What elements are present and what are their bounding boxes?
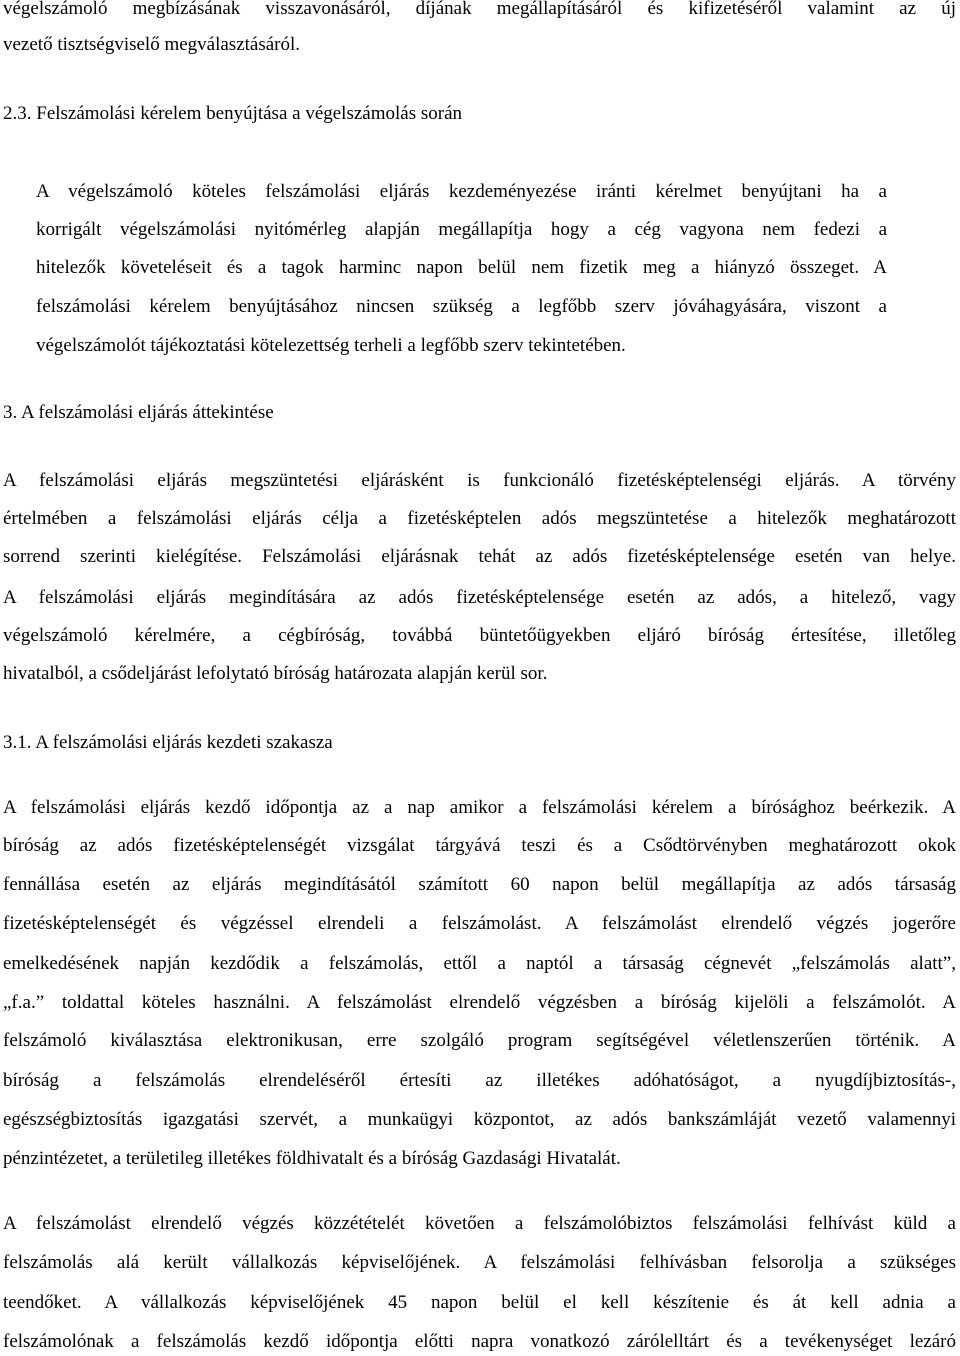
text-line: értelmében a felszámolási eljárás célja a fizetésképtelen adós megszüntetése a hitelezők meghatározott: [3, 508, 956, 529]
text-line: hitelezők követeléseit és a tagok harminc napon belül nem fizetik meg a hiányzó összeget. A: [36, 257, 887, 278]
text-line: felszámolási kérelem benyújtásához nincsen szükség a legfőbb szerv jóváhagyására, viszont a: [36, 296, 887, 317]
text-line: fizetésképtelenségét és végzéssel elrendeli a felszámolást. A felszámolást elrendelő végzés jogerőre: [3, 913, 956, 934]
section-heading-3: 3. A felszámolási eljárás áttekintése: [3, 402, 274, 423]
text-line: pénzintézetet, a területileg illetékes földhivatalt és a bíróság Gazdasági Hivatalát.: [3, 1148, 621, 1169]
text-line: fennállása esetén az eljárás megindításától számított 60 napon belül megállapítja az adós társaság: [3, 874, 956, 895]
text-line: hivatalból, a csődeljárást lefolytató bíróság határozata alapján kerül sor.: [3, 663, 548, 684]
section-heading-3-1: 3.1. A felszámolási eljárás kezdeti szakasza: [3, 732, 333, 753]
text-line: A felszámolási eljárás megindítására az adós fizetésképtelensége esetén az adós, a hitelező, vagy: [3, 587, 956, 608]
text-line: korrigált végelszámolási nyitómérleg alapján megállapítja hogy a cég vagyona nem fedezi a: [36, 219, 887, 240]
text-line: vezető tisztségviselő megválasztásáról.: [3, 34, 301, 55]
text-line: A felszámolást elrendelő végzés közzétételét követően a felszámolóbiztos felszámolási felhívást küld a: [3, 1213, 956, 1234]
text-line: bíróság az adós fizetésképtelenségét vizsgálat tárgyává teszi és a Csődtörvényben meghatározott okok: [3, 835, 956, 856]
text-line: bíróság a felszámolás elrendeléséről értesíti az illetékes adóhatóságot, a nyugdíjbiztosítás-,: [3, 1070, 956, 1091]
text-line: A felszámolási eljárás kezdő időpontja az a nap amikor a felszámolási kérelem a bírósághoz beérkezik. A: [3, 797, 956, 818]
text-line: emelkedésének napján kezdődik a felszámolás, ettől a naptól a társaság cégnevét „felszámolás alatt”,: [3, 953, 956, 974]
text-line: végelszámoló kérelmére, a cégbíróság, továbbá büntetőügyekben eljáró bíróság értesítése, illetőleg: [3, 625, 956, 646]
text-line: végelszámoló megbízásának visszavonásáról, díjának megállapításáról és kifizetéséről valamint az új: [3, 0, 956, 19]
text-line: sorrend szerinti kielégítése. Felszámolási eljárásnak tehát az adós fizetésképtelensége esetén van helye.: [3, 546, 956, 567]
text-line: végelszámolót tájékoztatási kötelezettség terheli a legfőbb szerv tekintetében.: [36, 335, 626, 356]
text-line: teendőket. A vállalkozás képviselőjének 45 napon belül el kell készítenie és át kell adnia a: [3, 1292, 956, 1313]
text-line: felszámoló kiválasztása elektronikusan, erre szolgáló program segítségével véletlenszerűen történik. A: [3, 1030, 956, 1051]
section-heading-2-3: 2.3. Felszámolási kérelem benyújtása a végelszámolás során: [3, 103, 463, 124]
text-line: felszámolás alá került vállalkozás képviselőjének. A felszámolási felhívásban felsorolja a szükséges: [3, 1252, 956, 1273]
text-line: A végelszámoló köteles felszámolási eljárás kezdeményezése iránti kérelmet benyújtani ha a: [36, 181, 887, 202]
text-line: felszámolónak a felszámolás kezdő időpontja előtti napra vonatkozó zárólelltárt és a tevékenységet lezáró: [3, 1331, 956, 1352]
text-line: „f.a.” toldattal köteles használni. A felszámolást elrendelő végzésben a bíróság kijelöli a felszámolót. A: [3, 992, 956, 1013]
text-line: egészségbiztosítás igazgatási szervét, a munkaügyi központot, az adós bankszámláját vezető valamennyi: [3, 1109, 956, 1130]
text-line: A felszámolási eljárás megszüntetési eljárásként is funkcionáló fizetésképtelenségi eljárás. A törvény: [3, 470, 956, 491]
